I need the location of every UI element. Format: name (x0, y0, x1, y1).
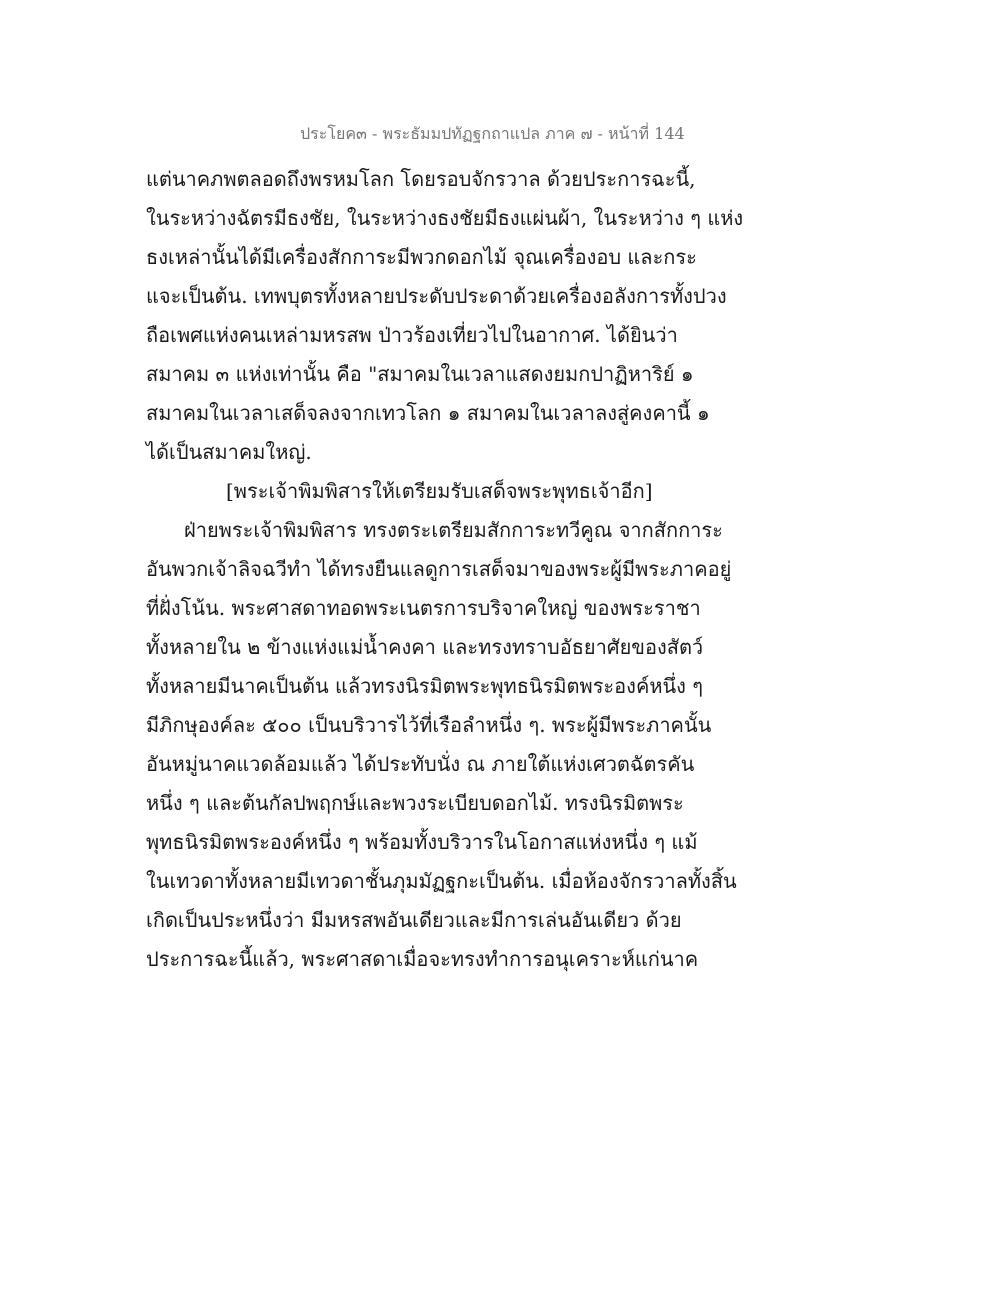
text-line: สมาคมในเวลาเสด็จลงจากเทวโลก ๑ สมาคมในเวลาลงสู่คงคานี้ ๑ (146, 401, 710, 425)
text-line: ประการฉะนี้แล้ว, พระศาสดาเมื่อจะทรงทำการอนุเคราะห์แก่นาค (146, 947, 699, 971)
text-line: เกิดเป็นประหนึ่งว่า มีมหรสพอันเดียวและมีการเล่นอันเดียว ด้วย (146, 908, 682, 932)
text-line: ฝ่ายพระเจ้าพิมพิสาร ทรงตระเตรียมสักการะทวีคูณ จากสักการะ (184, 518, 723, 542)
text-line: ได้เป็นสมาคมใหญ่. (146, 440, 312, 464)
text-line: ทั้งหลายใน ๒ ข้างแห่งแม่น้ำคงคา และทรงทราบอัธยาศัยของสัตว์ (146, 635, 704, 659)
text-line: หนึ่ง ๆ และต้นกัลปพฤกษ์และพวงระเบียบดอกไม้. ทรงนิรมิตพระ (146, 791, 684, 815)
running-header: ประโยค๓ - พระธัมมปทัฏฐกถาแปล ภาค ๗ - หน้าที่ 144 (300, 124, 685, 143)
text-line: มีภิกษุองค์ละ ๕๐๐ เป็นบริวารไว้ที่เรือลำหนึ่ง ๆ. พระผู้มีพระภาคนั้น (146, 713, 712, 737)
text-line: สมาคม ๓ แห่งเท่านั้น คือ "สมาคมในเวลาแสดงยมกปาฏิหาริย์ ๑ (146, 362, 694, 386)
text-line: อันพวกเจ้าลิจฉวีทำ ได้ทรงยืนแลดูการเสด็จมาของพระผู้มีพระภาคอยู่ (146, 557, 732, 581)
text-line: ที่ฝั่งโน้น. พระศาสดาทอดพระเนตรการบริจาคใหญ่ ของพระราชา (146, 596, 701, 620)
text-line: ถือเพศแห่งคนเหล่ามหรสพ ป่าวร้องเที่ยวไปในอากาศ. ได้ยินว่า (146, 323, 678, 347)
text-line: ทั้งหลายมีนาคเป็นต้น แล้วทรงนิรมิตพระพุทธนิรมิตพระองค์หนึ่ง ๆ (146, 674, 704, 698)
text-line: พุทธนิรมิตพระองค์หนึ่ง ๆ พร้อมทั้งบริวารในโอกาสแห่งหนึ่ง ๆ แม้ (146, 830, 698, 854)
body-text (146, 160, 746, 979)
text-line: ธงเหล่านั้นได้มีเครื่องสักการะมีพวกดอกไม้ จุณเครื่องอบ และกระ (146, 245, 697, 269)
text-line: ในเทวดาทั้งหลายมีเทวดาชั้นภุมมัฏฐกะเป็นต้น. เมื่อห้องจักรวาลทั้งสิ้น (146, 869, 737, 893)
text-line: ในระหว่างฉัตรมีธงชัย, ในระหว่างธงชัยมีธงแผ่นผ้า, ในระหว่าง ๆ แห่ง (146, 206, 744, 230)
text-line: แต่นาคภพตลอดถึงพรหมโลก โดยรอบจักรวาล ด้วยประการฉะนี้, (146, 167, 696, 191)
section-heading: [พระเจ้าพิมพิสารให้เตรียมรับเสด็จพระพุทธเจ้าอีก] (226, 479, 653, 503)
text-line: อันหมู่นาคแวดล้อมแล้ว ได้ประทับนั่ง ณ ภายใต้แห่งเศวตฉัตรคัน (146, 752, 695, 776)
text-line: แจะเป็นต้น. เทพบุตรทั้งหลายประดับประดาด้วยเครื่องอลังการทั้งปวง (146, 284, 727, 308)
